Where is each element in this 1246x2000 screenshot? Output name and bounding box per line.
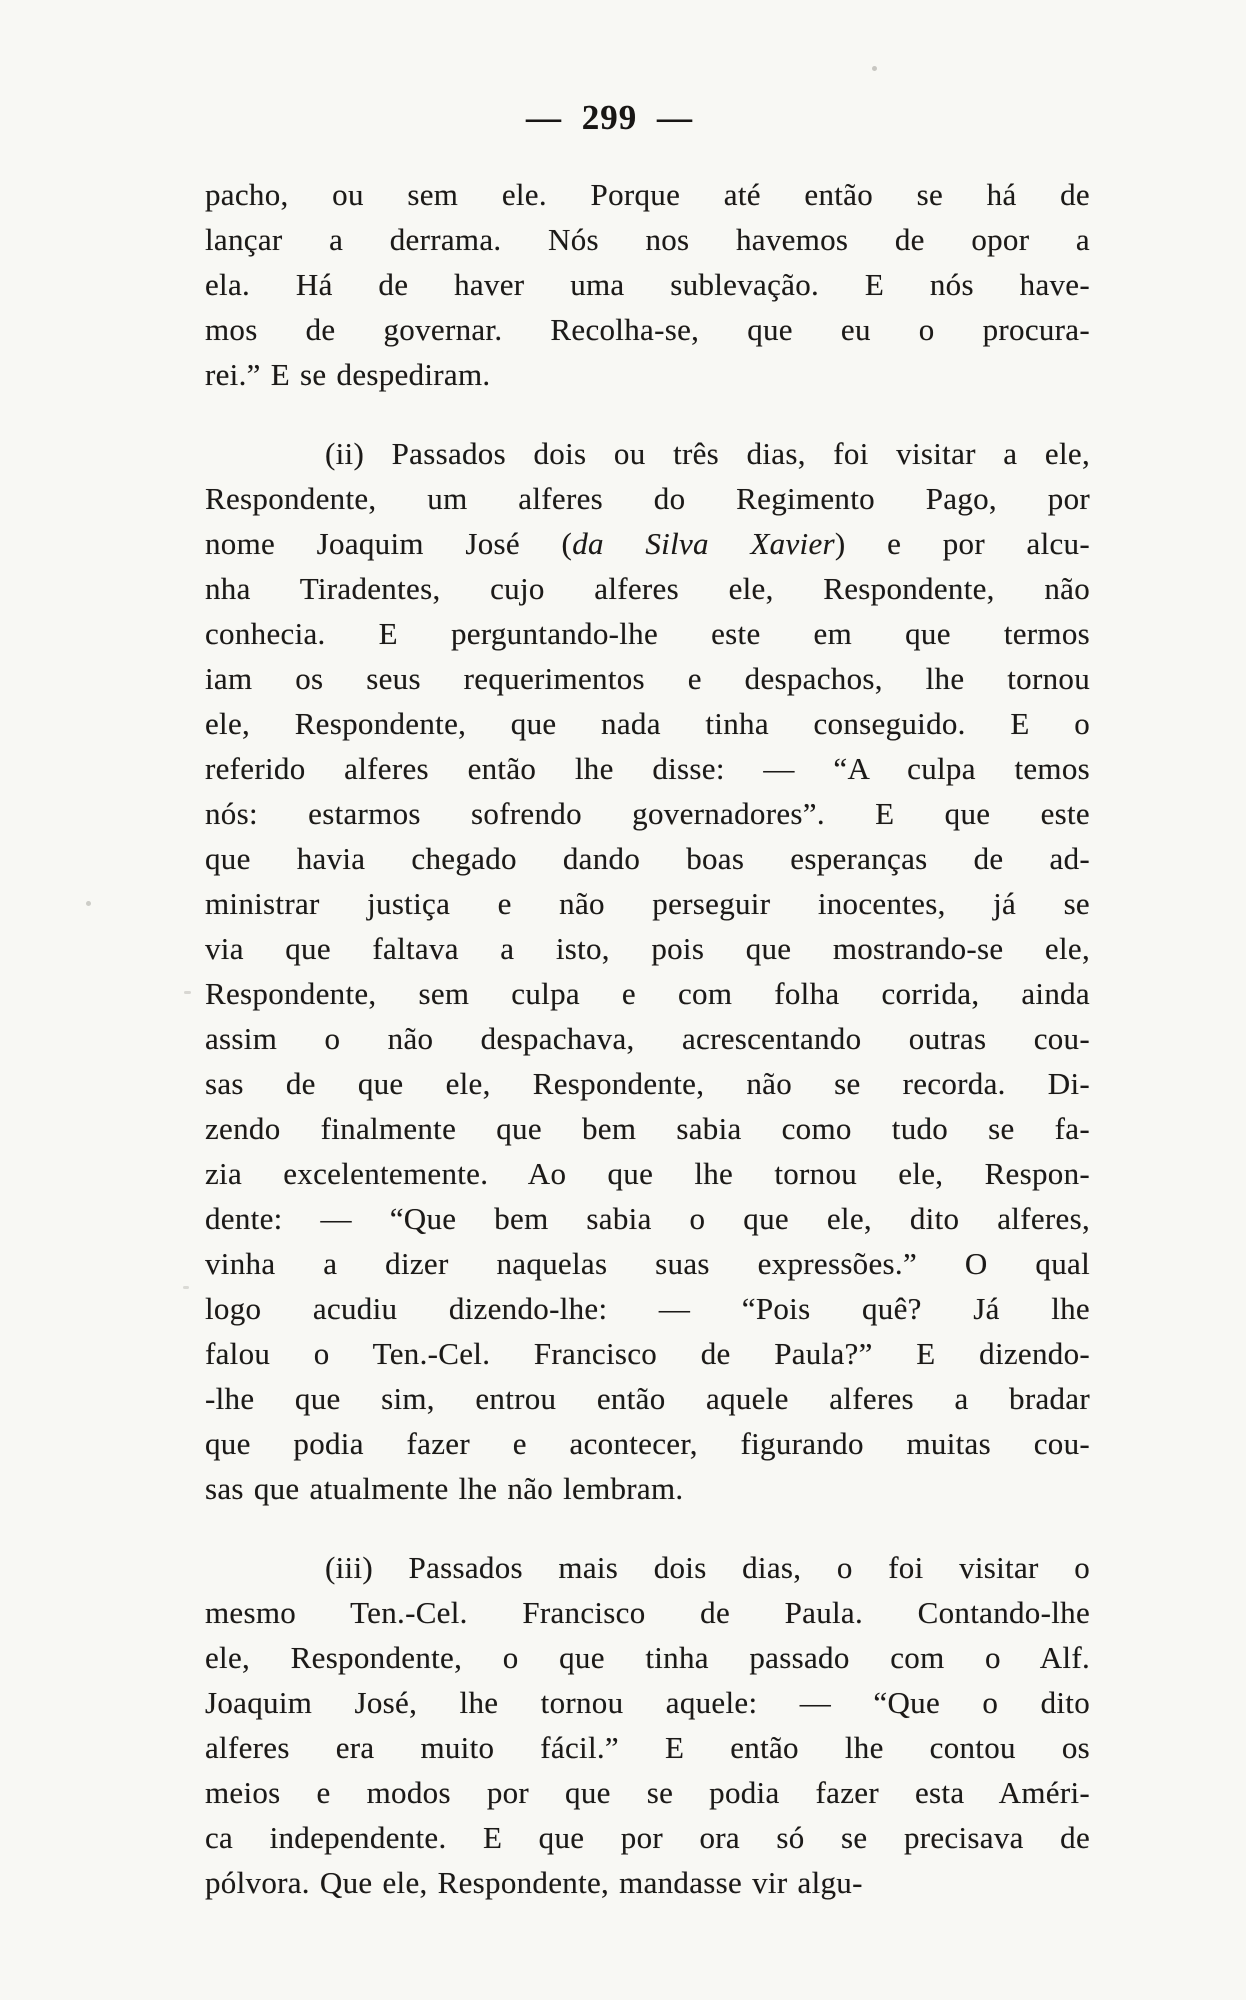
page-number: — 299 —: [526, 98, 693, 137]
text-line: Respondente, sem culpa e com folha corrida, ainda: [205, 976, 1090, 1011]
text-line: (ii) Passados dois ou três dias, foi visitar a ele,: [325, 436, 1090, 471]
text-line: conhecia. E perguntando-lhe este em que termos: [205, 616, 1090, 651]
paragraph: [205, 1545, 1090, 1905]
text-line: [205, 521, 1090, 566]
text-line: mos de governar. Recolha-se, que eu o procura-: [205, 312, 1090, 347]
scan-speck: [872, 66, 877, 71]
text-line: ele, Respondente, que nada tinha conseguido. E o: [205, 706, 1090, 741]
text-line: pacho, ou sem ele. Porque até então se há de: [205, 177, 1090, 212]
text-line: que havia chegado dando boas esperanças de ad-: [205, 841, 1090, 876]
text-segment: nome Joaquim José (: [205, 526, 573, 561]
text-line: ela. Há de haver uma sublevação. E nós have-: [205, 267, 1090, 302]
scan-speck: [183, 1286, 189, 1289]
text-line: Respondente, um alferes do Regimento Pago, por: [205, 481, 1090, 516]
text-segment: ) e por alcu-: [834, 526, 1090, 561]
text-line: meios e modos por que se podia fazer esta Améri-: [205, 1775, 1090, 1810]
text-line: mesmo Ten.-Cel. Francisco de Paula. Contando-lhe: [205, 1595, 1090, 1630]
text-line: nós: estarmos sofrendo governadores”. E que este: [205, 796, 1090, 831]
text-line: logo acudiu dizendo-lhe: — “Pois quê? Já lhe: [205, 1291, 1090, 1326]
text-line: -lhe que sim, entrou então aquele alferes a bradar: [205, 1381, 1090, 1416]
italic-text: da Silva Xavier: [572, 526, 835, 561]
text-line: referido alferes então lhe disse: — “A culpa temos: [205, 751, 1090, 786]
text-line: lançar a derrama. Nós nos havemos de opor a: [205, 222, 1090, 257]
text-line: dente: — “Que bem sabia o que ele, dito alferes,: [205, 1201, 1090, 1236]
text-line: rei.” E se despediram.: [205, 357, 491, 392]
text-line: ca independente. E que por ora só se precisava de: [205, 1820, 1090, 1855]
text-line: sas que atualmente lhe não lembram.: [205, 1471, 684, 1506]
scan-speck: [184, 991, 191, 994]
text-line: vinha a dizer naquelas suas expressões.” O qual: [205, 1246, 1090, 1281]
scan-speck: [86, 901, 91, 906]
text-line: nha Tiradentes, cujo alferes ele, Respondente, não: [205, 571, 1090, 606]
paragraph: [205, 172, 1090, 397]
text-line: alferes era muito fácil.” E então lhe contou os: [205, 1730, 1090, 1765]
text-line: ministrar justiça e não perseguir inocentes, já se: [205, 886, 1090, 921]
text-line: iam os seus requerimentos e despachos, lhe tornou: [205, 661, 1090, 696]
text-line: (iii) Passados mais dois dias, o foi visitar o: [325, 1550, 1090, 1585]
text-line: sas de que ele, Respondente, não se recorda. Di-: [205, 1066, 1090, 1101]
text-line: que podia fazer e acontecer, figurando muitas cou-: [205, 1426, 1090, 1461]
paragraph: [205, 431, 1090, 1511]
text-line: zendo finalmente que bem sabia como tudo se fa-: [205, 1111, 1090, 1146]
text-line: Joaquim José, lhe tornou aquele: — “Que o dito: [205, 1685, 1090, 1720]
text-line: zia excelentemente. Ao que lhe tornou ele, Respon-: [205, 1156, 1090, 1191]
text-line: assim o não despachava, acrescentando outras cou-: [205, 1021, 1090, 1056]
text-block: [205, 172, 1090, 1905]
text-line: via que faltava a isto, pois que mostrando-se ele,: [205, 931, 1090, 966]
text-line: pólvora. Que ele, Respondente, mandasse vir algu-: [205, 1865, 863, 1900]
text-line: ele, Respondente, o que tinha passado com o Alf.: [205, 1640, 1090, 1675]
text-line: falou o Ten.-Cel. Francisco de Paula?” E dizendo-: [205, 1336, 1090, 1371]
